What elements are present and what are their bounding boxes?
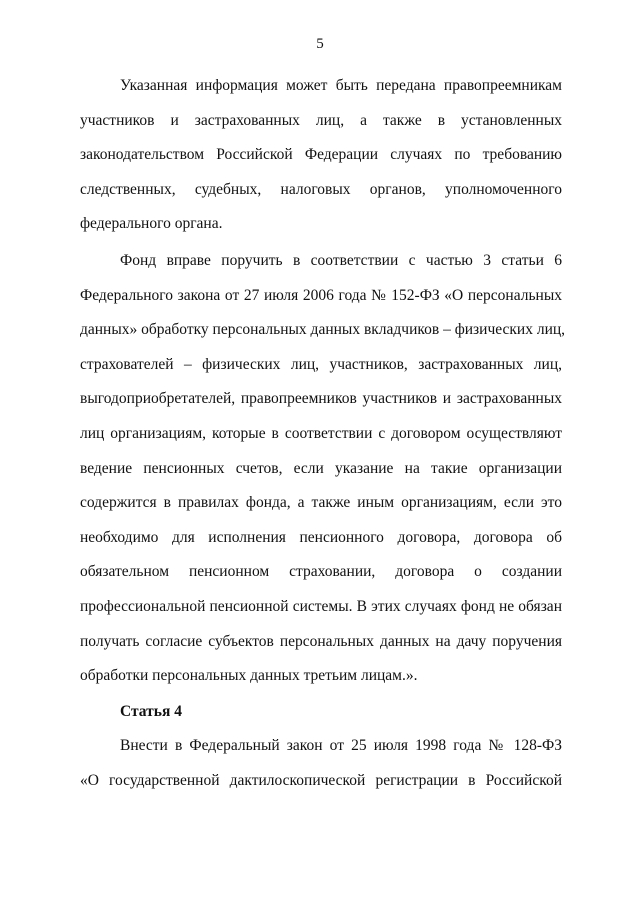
- paragraph-line: обработки персональных данных третьим лицам.».: [80, 667, 418, 685]
- paragraph-line: профессиональной пенсионной системы. В этих случаях фонд не обязан: [80, 597, 562, 615]
- paragraph-line: следственных, судебных, налоговых органов, уполномоченного: [80, 180, 562, 198]
- paragraph-line: законодательством Российской Федерации случаях по требованию: [80, 146, 562, 164]
- paragraph-line: ведение пенсионных счетов, если указание на такие организации: [80, 459, 562, 477]
- article-paragraph: [80, 729, 562, 798]
- paragraph-line: данных» обработку персональных данных вкладчиков – физических лиц,: [80, 321, 566, 339]
- paragraph-line: федерального органа.: [80, 215, 223, 233]
- paragraph-line: Внести в Федеральный закон от 25 июля 1998 года № 128-ФЗ: [120, 737, 562, 754]
- paragraph-2: [80, 244, 566, 694]
- paragraph-line: получать согласие субъектов персональных данных на дачу поручения: [80, 632, 562, 650]
- paragraph-line: «О государственной дактилоскопической регистрации в Российской: [80, 771, 562, 789]
- paragraph-line: выгодоприобретателей, правопреемников участников и застрахованных: [80, 390, 562, 408]
- paragraph-line: Фонд вправе поручить в соответствии с частью 3 статьи 6: [120, 252, 562, 269]
- paragraph-line: лиц организациям, которые в соответствии с договором осуществляют: [80, 424, 562, 442]
- paragraph-line: необходимо для исполнения пенсионного договора, договора об: [80, 528, 562, 546]
- paragraph-line: участников и застрахованных лиц, а также в установленных: [80, 111, 562, 129]
- paragraph-line: Указанная информация может быть передана правопреемникам: [120, 77, 562, 94]
- paragraph-line: страхователей – физических лиц, участников, застрахованных лиц,: [80, 355, 562, 373]
- article-heading: Статья 4: [120, 703, 182, 720]
- paragraph-line: обязательном пенсионном страховании, договора о создании: [80, 563, 562, 581]
- paragraph-line: Федерального закона от 27 июля 2006 года № 152-ФЗ «О персональных: [80, 286, 562, 304]
- page-number: 5: [316, 36, 324, 52]
- paragraph-line: содержится в правилах фонда, а также иным организациям, если это: [80, 494, 562, 512]
- paragraph-1: [80, 69, 562, 242]
